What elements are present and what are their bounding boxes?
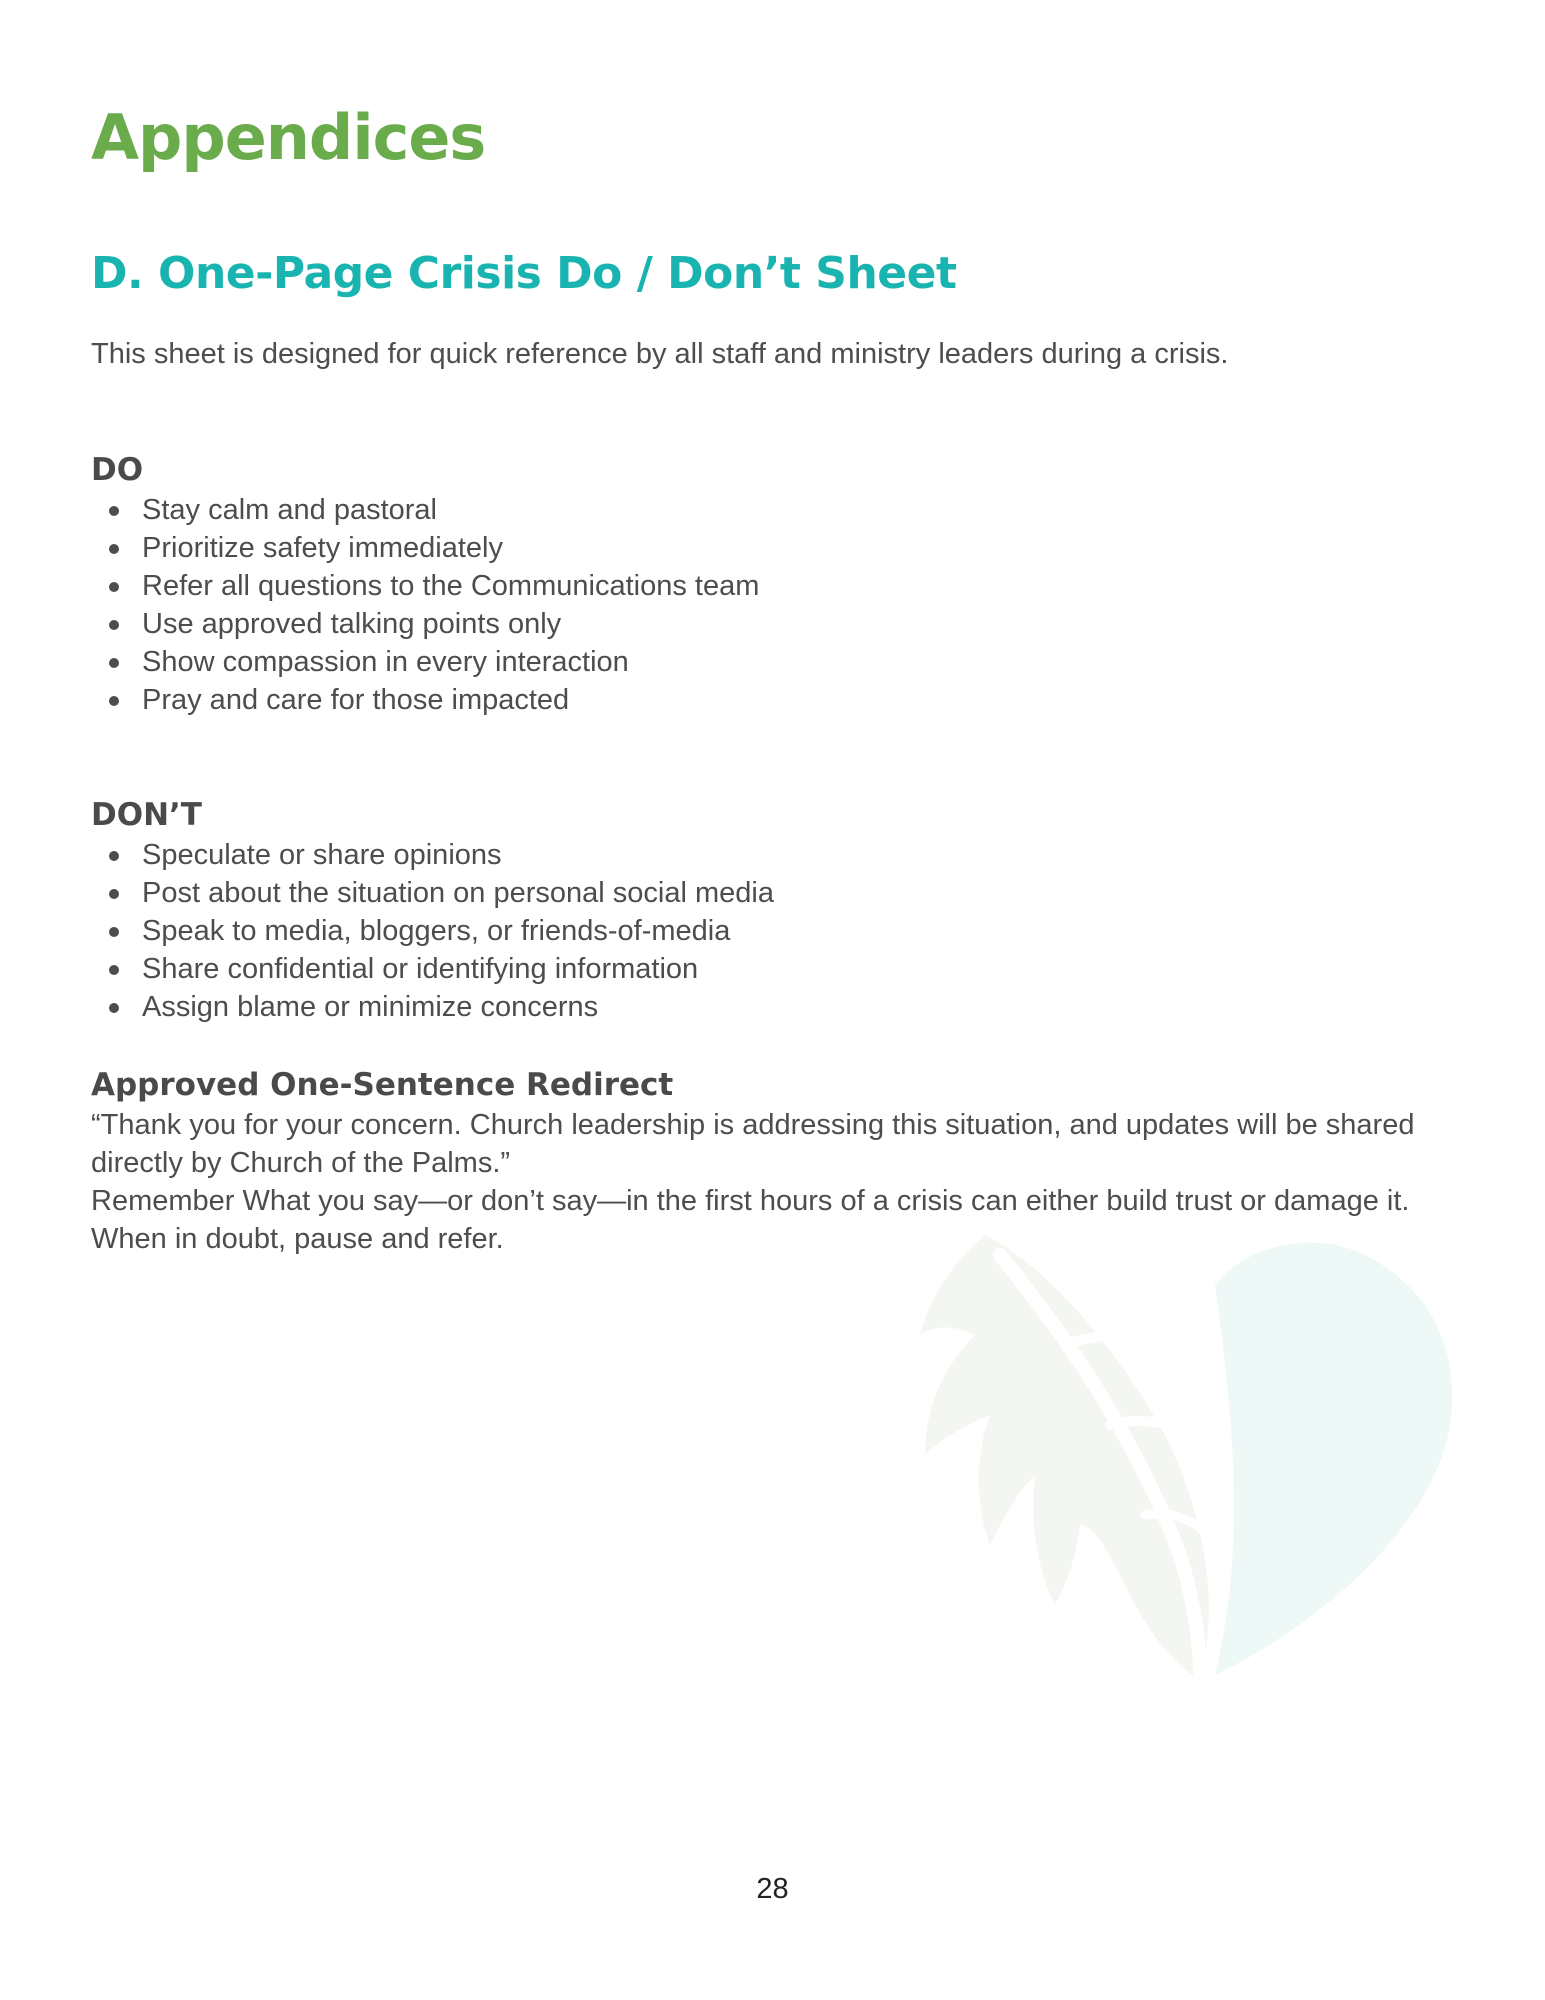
- list-item: [91, 874, 1471, 912]
- palm-leaf-heart-icon: [915, 1225, 1485, 1695]
- bullet-icon: [109, 544, 119, 554]
- bullet-icon: [109, 927, 119, 937]
- list-item-text: Speak to media, bloggers, or friends-of-media: [142, 915, 731, 947]
- list-item-text: Refer all questions to the Communications team: [142, 570, 760, 602]
- bullet-icon: [109, 965, 119, 975]
- bullet-icon: [109, 506, 119, 516]
- list-item: [91, 491, 1471, 529]
- page-number: 28: [756, 1873, 789, 1905]
- list-item-text: Show compassion in every interaction: [142, 646, 629, 678]
- list-item-text: Post about the situation on personal social media: [142, 877, 774, 909]
- list-item-text: Prioritize safety immediately: [142, 532, 503, 564]
- list-item: [91, 950, 1471, 988]
- do-heading: DO: [91, 452, 144, 488]
- bullet-icon: [109, 696, 119, 706]
- watermark-leaf-shape: [920, 1235, 1209, 1680]
- bullet-icon: [109, 1003, 119, 1013]
- redirect-quote: “Thank you for your concern. Church leadership is addressing this situation, and updates will be shared directly by Church of the Palms.”: [91, 1109, 1415, 1179]
- list-item: [91, 912, 1471, 950]
- list-item-text: Use approved talking points only: [142, 608, 562, 640]
- reminder-paragraph: Remember What you say—or don’t say—in the first hours of a crisis can either build trust or damage it. When in doubt, pause and refer.: [91, 1185, 1410, 1255]
- dont-list: [91, 836, 1471, 1026]
- list-item: [91, 529, 1471, 567]
- list-item-text: Assign blame or minimize concerns: [142, 991, 599, 1023]
- list-item: [91, 988, 1471, 1026]
- list-item-text: Speculate or share opinions: [142, 839, 502, 871]
- redirect-heading: Approved One-Sentence Redirect: [91, 1067, 674, 1103]
- bullet-icon: [109, 620, 119, 630]
- do-list: [91, 491, 1471, 719]
- bullet-icon: [109, 582, 119, 592]
- section-title: D. One-Page Crisis Do / Don’t Sheet: [91, 248, 957, 299]
- list-item-text: Share confidential or identifying information: [142, 953, 699, 985]
- watermark-heart-shape: [1215, 1243, 1452, 1675]
- list-item-text: Stay calm and pastoral: [142, 494, 437, 526]
- dont-heading: DON’T: [91, 797, 202, 833]
- list-item: [91, 643, 1471, 681]
- page-content: [91, 96, 1471, 1258]
- list-item: [91, 836, 1471, 874]
- list-item-text: Pray and care for those impacted: [142, 684, 570, 716]
- list-item: [91, 605, 1471, 643]
- list-item: [91, 681, 1471, 719]
- bullet-icon: [109, 889, 119, 899]
- page-title: Appendices: [91, 101, 486, 174]
- bullet-icon: [109, 851, 119, 861]
- list-item: [91, 567, 1471, 605]
- bullet-icon: [109, 658, 119, 668]
- intro-paragraph: This sheet is designed for quick reference by all staff and ministry leaders during a crisis.: [91, 338, 1229, 370]
